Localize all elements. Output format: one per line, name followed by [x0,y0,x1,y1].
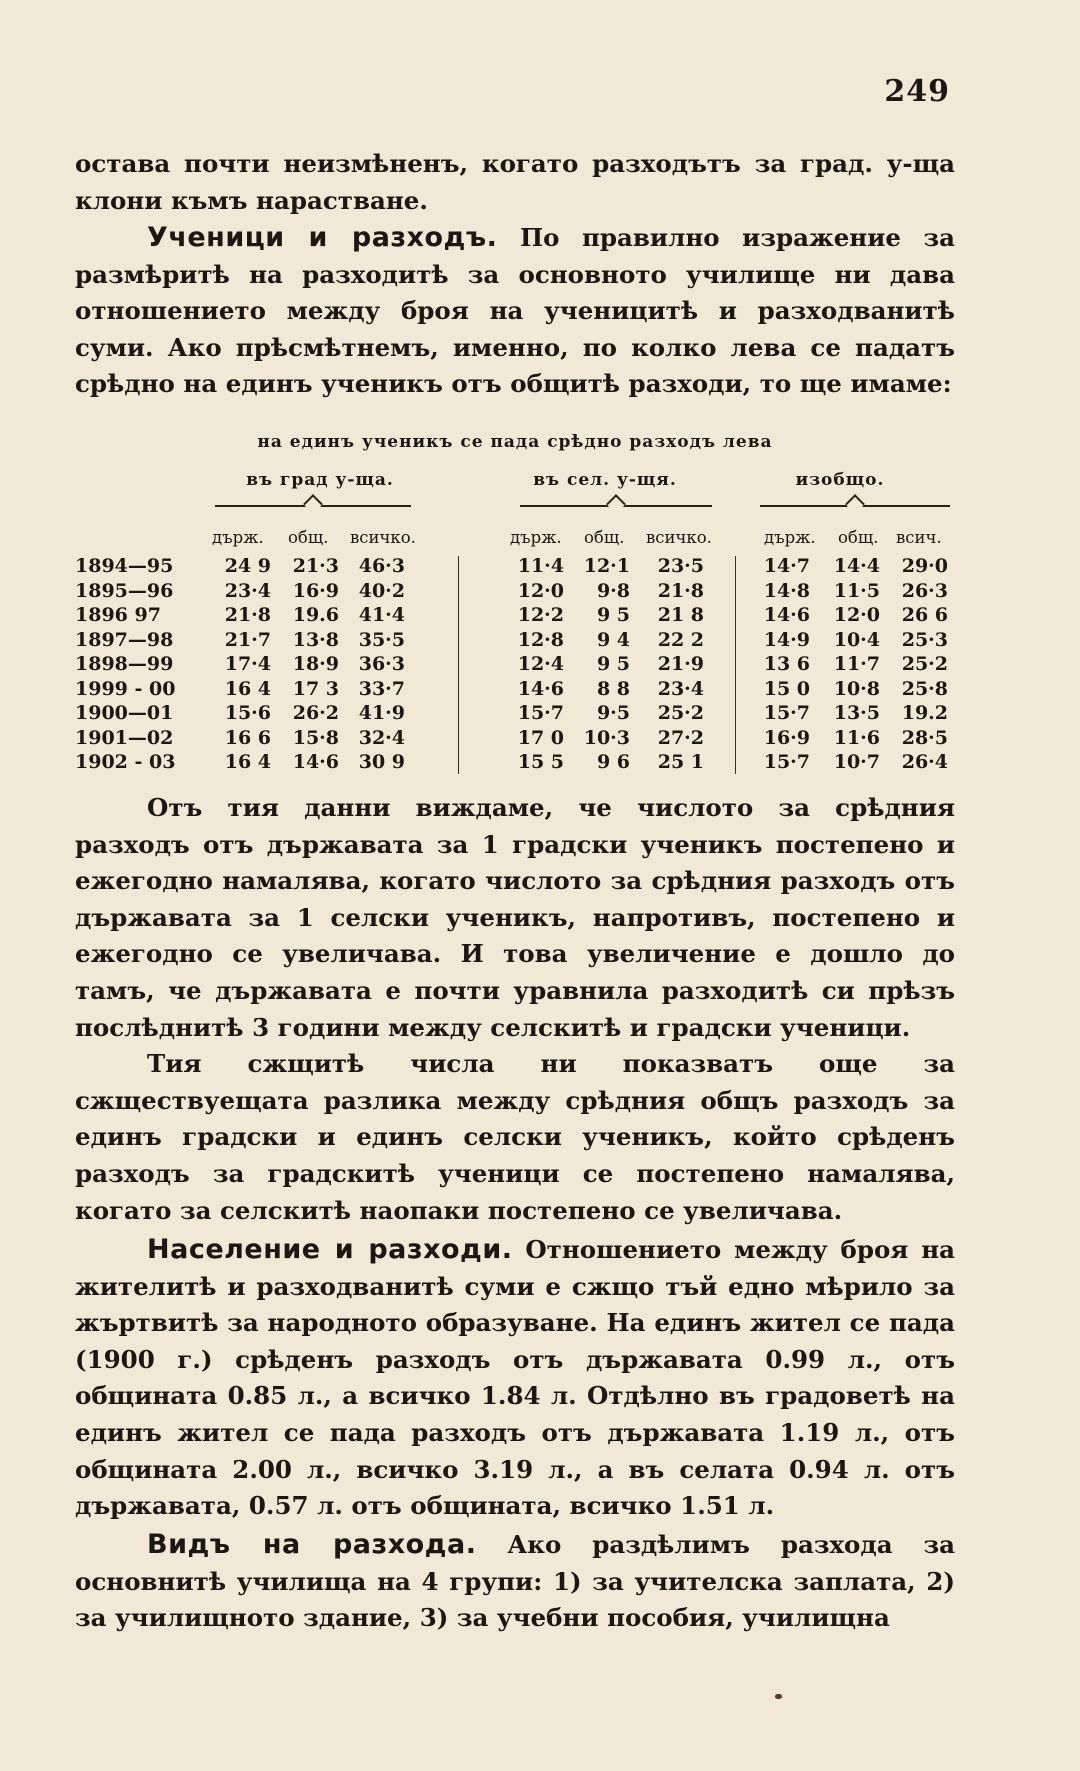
section-population-and-expense [75,1232,955,1525]
cell-year: 1898—99 [75,653,174,676]
table-row [75,701,948,726]
cell-year: 1897—98 [75,628,174,651]
cell-total-state: 16·9 [763,726,810,749]
brace-city [215,505,411,519]
cell-city-all: 33·7 [358,677,405,700]
column-gap [405,579,508,604]
cell-village-all: 23·5 [657,555,704,578]
subhead-city-all: всичко. [350,528,416,547]
table-row [75,750,948,775]
cell-total-state: 15 0 [763,677,810,700]
cell-village-municipal: 9 6 [596,751,630,774]
paragraph-5 [75,1232,955,1525]
cell-city-municipal: 26·2 [292,702,339,725]
table-row [75,628,948,653]
cell-village-state: 11·4 [517,555,564,578]
column-gap [405,554,508,579]
cell-city-all: 40·2 [358,579,405,602]
column-gap [704,554,750,579]
cell-total-all: 19.2 [901,702,948,725]
cell-village-municipal: 9 5 [596,604,630,627]
table-row [75,652,948,677]
cell-total-state: 14·7 [763,555,810,578]
cell-village-state: 17 0 [517,726,564,749]
cell-village-state: 12·2 [517,604,564,627]
subhead-village-municipal: общ. [584,528,625,547]
cell-city-all: 41·4 [358,604,405,627]
column-gap [704,628,750,653]
paragraph-2-text: По правилно изражение за размѣритѣ на разходитѣ за основното училище ни дава отношението между броя на ученицитѣ и разходванитѣ суми. Ако прѣсмѣтнемъ, именно, по колко лева се падатъ срѣдно на единъ ученикъ отъ общитѣ разходи, то ще имаме: [75,223,956,399]
cell-village-all: 21·9 [657,653,704,676]
cell-village-all: 22 2 [657,628,704,651]
column-gap [704,726,750,751]
cell-village-state: 12·8 [517,628,564,651]
cell-city-all: 30 9 [358,751,405,774]
column-gap [405,701,508,726]
cell-year: 1895—96 [75,579,174,602]
column-gap [704,603,750,628]
table-caption: на единъ ученикъ се пада срѣдно разходъ лева [257,432,773,452]
column-gap [405,603,508,628]
cell-city-state: 17·4 [224,653,271,676]
cell-city-municipal: 14·6 [292,751,339,774]
column-gap [704,579,750,604]
expense-table [75,554,948,775]
section-heading-students: Ученици и разходъ. [147,222,498,253]
paragraph-6-text: Ако раздѣлимъ разхода за основнитѣ училища на 4 групи: 1) за учителска заплата, 2) за училищното здание, 3) за учебни пособия, училищна [75,1530,955,1633]
cell-total-all: 25·2 [901,653,948,676]
cell-city-municipal: 13·8 [292,628,339,651]
column-gap [405,750,508,775]
cell-city-state: 21·7 [224,628,271,651]
cell-city-all: 36·3 [358,653,405,676]
analysis-paragraphs [75,790,955,1229]
cell-village-municipal: 9 5 [596,653,630,676]
subhead-city-state: държ. [212,528,264,547]
paragraph-continuation [75,146,955,219]
cell-total-municipal: 10·7 [833,751,880,774]
cell-year: 1901—02 [75,726,174,749]
cell-total-municipal: 13·5 [833,702,880,725]
cell-village-municipal: 9 4 [596,628,630,651]
cell-village-state: 15·7 [517,702,564,725]
cell-village-all: 25·2 [657,702,704,725]
cell-city-municipal: 21·3 [292,555,339,578]
cell-total-state: 14·8 [763,579,810,602]
cell-city-all: 35·5 [358,628,405,651]
cell-village-all: 21·8 [657,579,704,602]
table-row [75,579,948,604]
brace-total [760,505,950,519]
cell-village-all: 23·4 [657,677,704,700]
cell-city-municipal: 17 3 [292,677,339,700]
cell-total-municipal: 14·4 [833,555,880,578]
cell-village-state: 12·4 [517,653,564,676]
cell-total-municipal: 10·4 [833,628,880,651]
cell-total-municipal: 12·0 [833,604,880,627]
page-number: 249 [884,74,950,109]
cell-village-municipal: 12·1 [583,555,630,578]
table-row [75,726,948,751]
paragraph-3: Отъ тия данни виждаме, че числото за срѣдния разходъ отъ държавата за 1 градски ученикъ постепено и ежегодно намалява, когато числото за срѣдния разходъ отъ държавата за 1 селски ученикъ, напротивъ, постепено и ежегодно се увеличава. И това увеличение е дошло до тамъ, че държавата е почти уравнила разходитѣ си прѣзъ послѣднитѣ 3 години между селскитѣ и градски ученици. [75,793,955,1042]
column-gap [405,726,508,751]
brace-village [520,505,712,519]
column-gap [405,652,508,677]
section-students-and-expense [75,220,955,403]
column-gap [704,677,750,702]
cell-year: 1999 - 00 [75,677,176,700]
cell-city-state: 15·6 [224,702,271,725]
group-header-village: въ сел. у-щя. [533,470,677,490]
table-row [75,677,948,702]
ink-mark [775,1694,782,1699]
cell-city-municipal: 19.6 [292,604,339,627]
paragraph-5-text: Отношението между броя на жителитѣ и разходванитѣ суми е сжщо тъй едно мѣрило за жъртвитѣ за народното образуване. На единъ жител се пада (1900 г.) срѣденъ разходъ отъ държавата 0.99 л., отъ общината 0.85 л., а всичко 1.84 л. Отдѣлно въ градоветѣ на единъ жител се пада разходъ отъ държавата 1.19 л., отъ общината 2.00 л., всичко 3.19 л., а въ селата 0.94 л. отъ държавата, 0.57 л. отъ общината, всичко 1.51 л. [75,1235,955,1521]
cell-city-all: 46·3 [358,555,405,578]
cell-year: 1902 - 03 [75,751,176,774]
cell-city-municipal: 18·9 [292,653,339,676]
cell-village-municipal: 10·3 [583,726,630,749]
subhead-total-municipal: общ. [838,528,879,547]
group-header-total: изобщо. [795,470,885,490]
column-gap [704,652,750,677]
cell-year: 1896 97 [75,604,161,627]
paragraph-1: остава почти неизмѣненъ, когато разходътъ за град. у-ща клони къмъ нарастване. [75,149,955,215]
table-row [75,554,948,579]
cell-city-municipal: 15·8 [292,726,339,749]
cell-total-all: 25·3 [901,628,948,651]
cell-total-state: 15·7 [763,702,810,725]
cell-total-all: 26 6 [901,604,948,627]
cell-total-municipal: 10·8 [833,677,880,700]
cell-village-state: 12·0 [517,579,564,602]
section-heading-expense-type: Видъ на разхода. [147,1529,477,1560]
cell-city-state: 16 4 [224,677,271,700]
subhead-total-state: държ. [764,528,816,547]
cell-year: 1894—95 [75,555,174,578]
cell-total-all: 26·3 [901,579,948,602]
cell-total-state: 14·9 [763,628,810,651]
cell-village-all: 21 8 [657,604,704,627]
cell-city-all: 41·9 [358,702,405,725]
cell-village-state: 15 5 [517,751,564,774]
cell-city-all: 32·4 [358,726,405,749]
group-header-city: въ град у-ща. [246,470,394,490]
table-row [75,603,948,628]
cell-city-state: 24 9 [224,555,271,578]
subhead-village-state: държ. [510,528,562,547]
cell-total-municipal: 11·6 [833,726,880,749]
cell-year: 1900—01 [75,702,174,725]
paragraph-6 [75,1527,955,1637]
cell-village-state: 14·6 [517,677,564,700]
cell-total-municipal: 11·5 [833,579,880,602]
column-gap [405,677,508,702]
cell-village-municipal: 9·5 [596,702,630,725]
column-gap [704,701,750,726]
column-gap [704,750,750,775]
cell-total-all: 26·4 [901,751,948,774]
paragraph-4: Тия сжщитѣ числа ни показватъ още за сжществуещата разлика между срѣдния общъ разходъ за единъ градски и единъ селски ученикъ, който срѣденъ разходъ за градскитѣ ученици се постепено намалява, когато за селскитѣ наопаки постепено се увеличава. [75,1049,955,1225]
cell-total-state: 14·6 [763,604,810,627]
subhead-city-municipal: общ. [288,528,329,547]
cell-village-all: 25 1 [657,751,704,774]
cell-total-state: 13 6 [763,653,810,676]
cell-total-state: 15·7 [763,751,810,774]
cell-city-state: 16 6 [224,726,271,749]
section-expense-type [75,1527,955,1637]
subhead-village-all: всичко. [646,528,712,547]
cell-city-municipal: 16·9 [292,579,339,602]
column-gap [405,628,508,653]
cell-village-all: 27·2 [657,726,704,749]
subhead-total-all: всич. [896,528,942,547]
cell-village-municipal: 9·8 [596,579,630,602]
cell-total-all: 28·5 [901,726,948,749]
cell-city-state: 21·8 [224,604,271,627]
cell-total-all: 25·8 [901,677,948,700]
cell-city-state: 23·4 [224,579,271,602]
paragraph-2 [75,220,955,403]
cell-total-municipal: 11·7 [833,653,880,676]
cell-total-all: 29·0 [901,555,948,578]
cell-city-state: 16 4 [224,751,271,774]
section-heading-population: Население и разходи. [147,1234,513,1265]
cell-village-municipal: 8 8 [596,677,630,700]
